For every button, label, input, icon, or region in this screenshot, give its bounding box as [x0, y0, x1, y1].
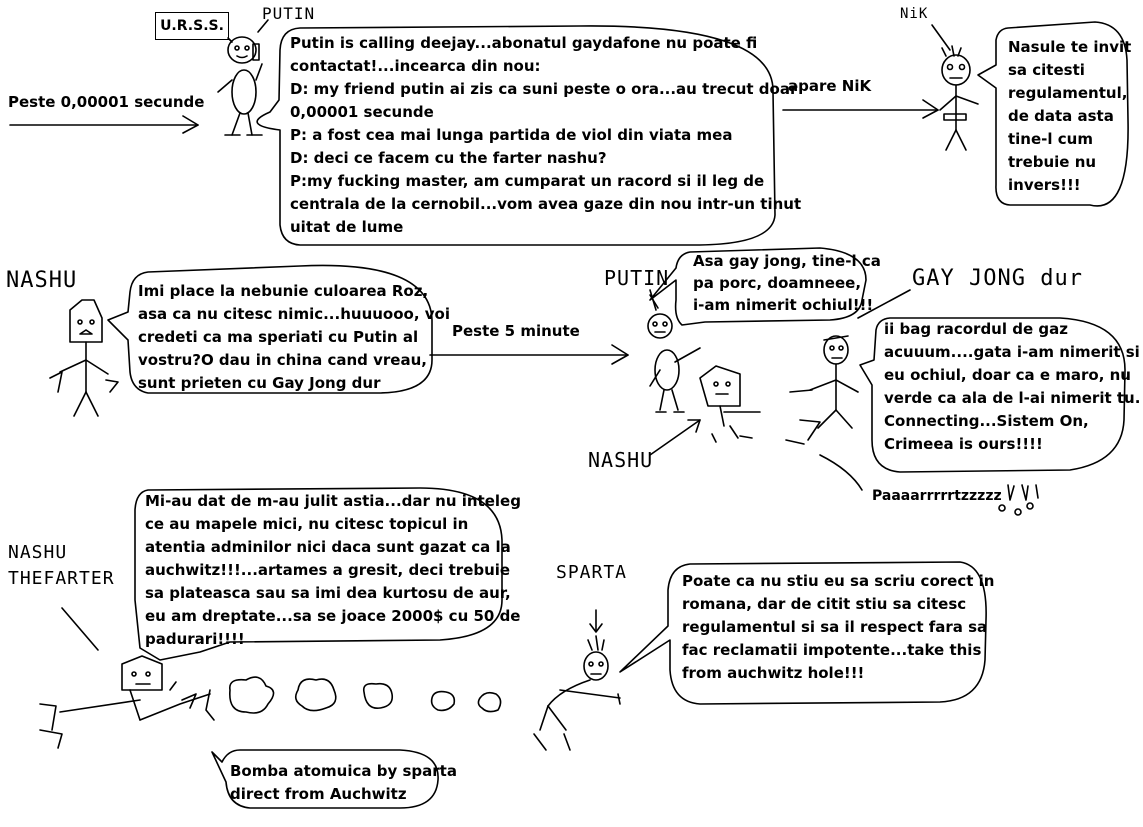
bubble-line: regulamentul,: [1008, 84, 1128, 102]
dialog-line: uitat de lume: [290, 218, 404, 236]
putin-bubble-text: [693, 250, 881, 316]
bubble-line: asa ca nu citesc nimic...huuuooo, voi: [138, 305, 450, 323]
arrow-right-icon: [783, 100, 938, 118]
gayjong-label: GAY JONG dur: [912, 266, 1083, 291]
bubble-line: eu ochiul, doar ca e maro, nu: [884, 366, 1131, 384]
gayjong-figure: [786, 336, 858, 444]
nik-figure: [932, 25, 978, 150]
bubble-line: pa porc, doamneee,: [693, 274, 862, 292]
bubble-line: verde ca ala de l-ai nimerit tu.: [884, 389, 1141, 407]
bubble-line: ce au mapele mici, nu citesc topicul in: [145, 515, 469, 533]
bubble-line: sunt prieten cu Gay Jong dur: [138, 374, 381, 392]
bubble-line: romana, dar de citit stiu sa citesc: [682, 595, 967, 613]
dialog-line: contactat!...incearca din nou:: [290, 57, 541, 75]
bubble-line: auchwitz!!!...artames a gresit, deci trebuie: [145, 561, 511, 579]
label-pointer-line: [62, 608, 98, 650]
bubble-line: tine-l cum: [1008, 130, 1093, 148]
nashu-figure-2: [700, 366, 760, 442]
arrow-right-icon: [430, 345, 628, 364]
dialog-line: 0,00001 secunde: [290, 103, 434, 121]
bubble-line: credeti ca ma speriati cu Putin al: [138, 328, 419, 346]
putin-deejay-dialog: [290, 32, 801, 239]
dialog-line: Putin is calling deejay...abonatul gaydafone nu poate fi: [290, 34, 758, 52]
bubble-line: padurari!!!!: [145, 630, 245, 648]
bubble-line: fac reclamatii impotente...take this: [682, 641, 982, 659]
nashu-figure: [50, 300, 118, 416]
nik-label: NiK: [900, 6, 929, 22]
sparta-bubble-text: [682, 570, 994, 685]
dialog-line: P:my fucking master, am cumparat un racord si il leg de: [290, 172, 765, 190]
bubble-line: Mi-au dat de m-au julit astia...dar nu inteleg: [145, 492, 521, 510]
bubble-line: from auchwitz hole!!!: [682, 664, 865, 682]
sparta-figure: [534, 610, 620, 750]
bubble-line: vostru?O dau in china cand vreau,: [138, 351, 427, 369]
nashu-farter-label: [8, 540, 115, 592]
bubble-line: invers!!!: [1008, 176, 1081, 194]
bubble-line: trebuie nu: [1008, 153, 1097, 171]
fart-text: Paaaarrrrrtzzzzz: [872, 488, 1002, 504]
bubble-line: Imi place la nebunie culoarea Roz,: [138, 282, 429, 300]
bubble-line: Crimeea is ours!!!!: [884, 435, 1043, 453]
sparta-label: SPARTA: [556, 562, 628, 583]
bubble-line: Bomba atomuica by sparta: [230, 762, 457, 780]
time-caption-2: Peste 5 minute: [452, 322, 580, 340]
arrow-right-icon: [10, 116, 198, 133]
bubble-line: sa plateasca sau sa imi dea kurtosu de aur,: [145, 584, 511, 602]
nashu-farter-figure: [40, 656, 214, 748]
dialog-line: P: a fost cea mai lunga partida de viol din viata mea: [290, 126, 733, 144]
time-caption: Peste 0,00001 secunde: [8, 93, 205, 111]
nashu-label: NASHU: [6, 268, 78, 293]
arrow-up-icon: [650, 420, 700, 455]
bubble-line: ii bag racordul de gaz: [884, 320, 1068, 338]
bubble-line: Poate ca nu stiu eu sa scriu corect in: [682, 572, 995, 590]
label-line: NASHU: [8, 542, 68, 563]
bubble-line: direct from Auchwitz: [230, 785, 407, 803]
dialog-line: centrala de la cernobil...vom avea gaze din nou intr-un tinut: [290, 195, 802, 213]
bubble-line: Asa gay jong, tine-l ca: [693, 252, 881, 270]
bubble-line: Nasule te invit: [1008, 38, 1132, 56]
nik-bubble-text: [1008, 36, 1131, 197]
putin-label-2: PUTIN: [604, 266, 670, 290]
bubble-line: i-am nimerit ochiul!!!: [693, 296, 874, 314]
bubble-line: regulamentul si sa il respect fara sa: [682, 618, 988, 636]
transition-caption: apare NiK: [788, 77, 872, 95]
gas-clouds: [230, 677, 501, 713]
nashu-farter-bubble-text: [145, 490, 521, 651]
fart-lines: [820, 455, 1038, 515]
putin-label: PUTIN: [262, 4, 316, 23]
nashu-label-2: NASHU: [588, 448, 654, 472]
dialog-line: D: my friend putin ai zis ca suni peste o ora...au trecut doar: [290, 80, 798, 98]
bubble-line: acuuum....gata i-am nimerit si: [884, 343, 1140, 361]
nashu-bubble-text: [138, 280, 450, 395]
bubble-line: sa citesti: [1008, 61, 1085, 79]
gayjong-bubble-text: [884, 318, 1140, 456]
bomb-bubble-text: [230, 760, 457, 806]
bubble-line: de data asta: [1008, 107, 1114, 125]
label-line: THEFARTER: [8, 568, 115, 589]
dialog-line: D: deci ce facem cu the farter nashu?: [290, 149, 607, 167]
bubble-line: Connecting...Sistem On,: [884, 412, 1089, 430]
bubble-line: atentia adminilor nici daca sunt gazat ca la: [145, 538, 511, 556]
bubble-line: eu am dreptate...sa se joace 2000$ cu 50 de: [145, 607, 521, 625]
urss-sign: U.R.S.S.: [155, 12, 229, 40]
